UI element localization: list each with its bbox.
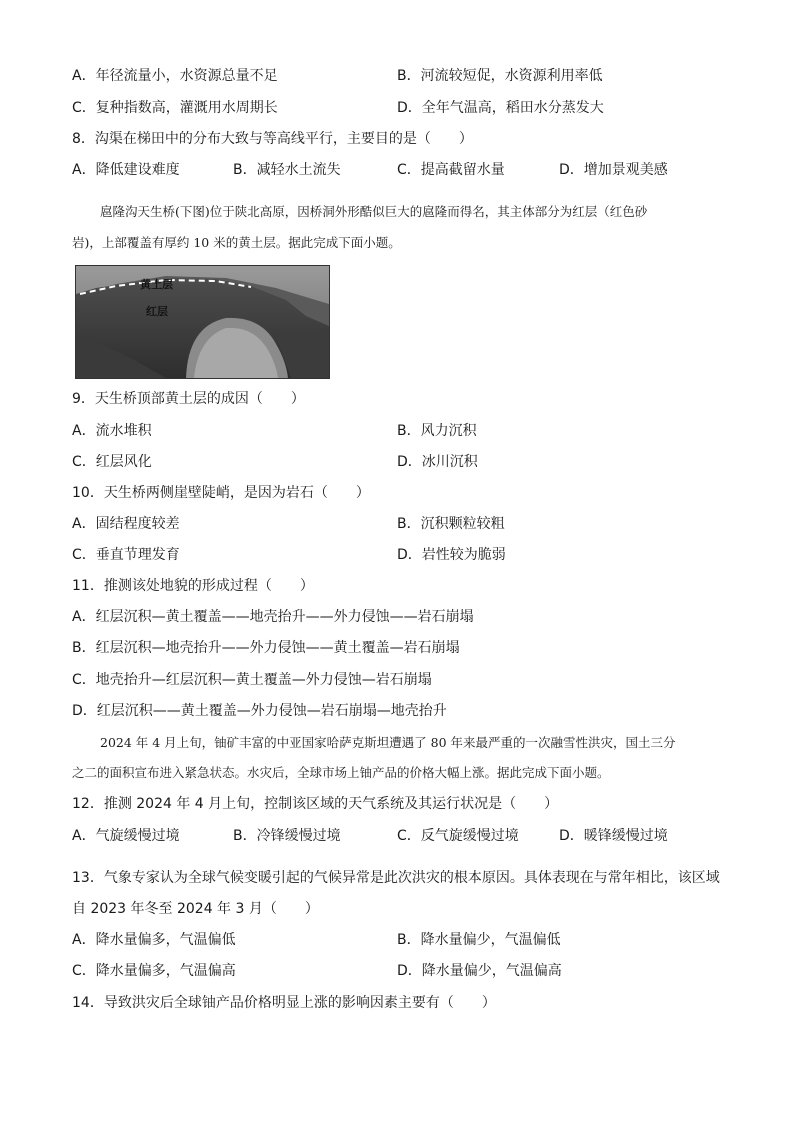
q9-option-d: D．冰川沉积 (397, 454, 478, 470)
passage2-line1: 2024 年 4 月上旬，铀矿丰富的中亚国家哈萨克斯坦遭遇了 80 年来最严重的一次融雪性洪灾，国土三分 (100, 735, 676, 750)
passage2-line2: 之二的面积宣布进入紧急状态。水灾后，全球市场上铀产品的价格大幅上涨。据此完成下面小题。 (72, 765, 610, 780)
q8-option-b: B．减轻水土流失 (233, 162, 341, 178)
q9-option-c: C．红层风化 (72, 454, 152, 470)
passage1-line2: 岩)，上部覆盖有厚约 10 米的黄土层。据此完成下面小题。 (72, 235, 401, 250)
q10-stem: 10．天生桥两侧崖壁陡峭，是因为岩石（ ） (72, 485, 370, 501)
loess-layer-label: 黄土层 (140, 278, 173, 291)
q13-option-d: D．降水量偏少，气温偏高 (397, 963, 562, 979)
q8-option-d: D．增加景观美感 (559, 162, 668, 178)
q11-stem: 11．推测该处地貌的形成过程（ ） (72, 578, 314, 594)
q7-option-d: D．全年气温高，稻田水分蒸发大 (397, 100, 604, 116)
q13-option-c: C．降水量偏多，气温偏高 (72, 963, 236, 979)
q8-stem: 8．沟渠在梯田中的分布大致与等高线平行，主要目的是（ ） (72, 131, 473, 147)
q9-option-b: B．风力沉积 (397, 423, 477, 439)
natural-bridge-illustration (76, 266, 329, 378)
q13-stem-line2: 自 2023 年冬至 2024 年 3 月（ ） (72, 901, 319, 917)
q12-option-c: C．反气旋缓慢过境 (397, 828, 519, 844)
q13-stem-line1: 13．气象专家认为全球气候变暖引起的气候异常是此次洪灾的根本原因。具体表现在与常年相比，该区域 (72, 870, 720, 886)
q9-option-a: A．流水堆积 (72, 423, 152, 439)
q7-option-b: B．河流较短促，水资源利用率低 (397, 68, 603, 84)
q10-option-d: D．岩性较为脆弱 (397, 547, 506, 563)
q13-option-b: B．降水量偏少，气温偏低 (397, 932, 561, 948)
q11-option-c: C．地壳抬升—红层沉积—黄土覆盖—外力侵蚀—岩石崩塌 (72, 672, 432, 688)
natural-bridge-figure (75, 265, 330, 379)
passage1-line1: 扈隆沟天生桥(下图)位于陕北高原，因桥洞外形酷似巨大的扈隆而得名，其主体部分为红层（红色砂 (100, 204, 648, 219)
q10-option-b: B．沉积颗粒较粗 (397, 516, 505, 532)
red-layer-label: 红层 (146, 305, 168, 318)
q12-option-a: A．气旋缓慢过境 (72, 828, 180, 844)
q10-option-c: C．垂直节理发育 (72, 547, 180, 563)
q7-option-c: C．复种指数高，灌溉用水周期长 (72, 100, 278, 116)
q8-option-c: C．提高截留水量 (397, 162, 505, 178)
q13-option-a: A．降水量偏多，气温偏低 (72, 932, 236, 948)
q10-option-a: A．固结程度较差 (72, 516, 180, 532)
q12-option-d: D．暖锋缓慢过境 (559, 828, 668, 844)
q12-stem: 12．推测 2024 年 4 月上旬，控制该区域的天气系统及其运行状况是（ ） (72, 796, 559, 812)
q12-option-b: B．冷锋缓慢过境 (233, 828, 341, 844)
q11-option-d: D．红层沉积——黄土覆盖—外力侵蚀—岩石崩塌—地壳抬升 (72, 703, 447, 719)
q8-option-a: A．降低建设难度 (72, 162, 180, 178)
q11-option-b: B．红层沉积—地壳抬升——外力侵蚀——黄土覆盖—岩石崩塌 (72, 640, 460, 656)
q9-stem: 9．天生桥顶部黄土层的成因（ ） (72, 391, 305, 407)
q7-option-a: A．年径流量小，水资源总量不足 (72, 68, 278, 84)
q14-stem: 14．导致洪灾后全球铀产品价格明显上涨的影响因素主要有（ ） (72, 995, 496, 1011)
q11-option-a: A．红层沉积—黄土覆盖——地壳抬升——外力侵蚀——岩石崩塌 (72, 609, 474, 625)
